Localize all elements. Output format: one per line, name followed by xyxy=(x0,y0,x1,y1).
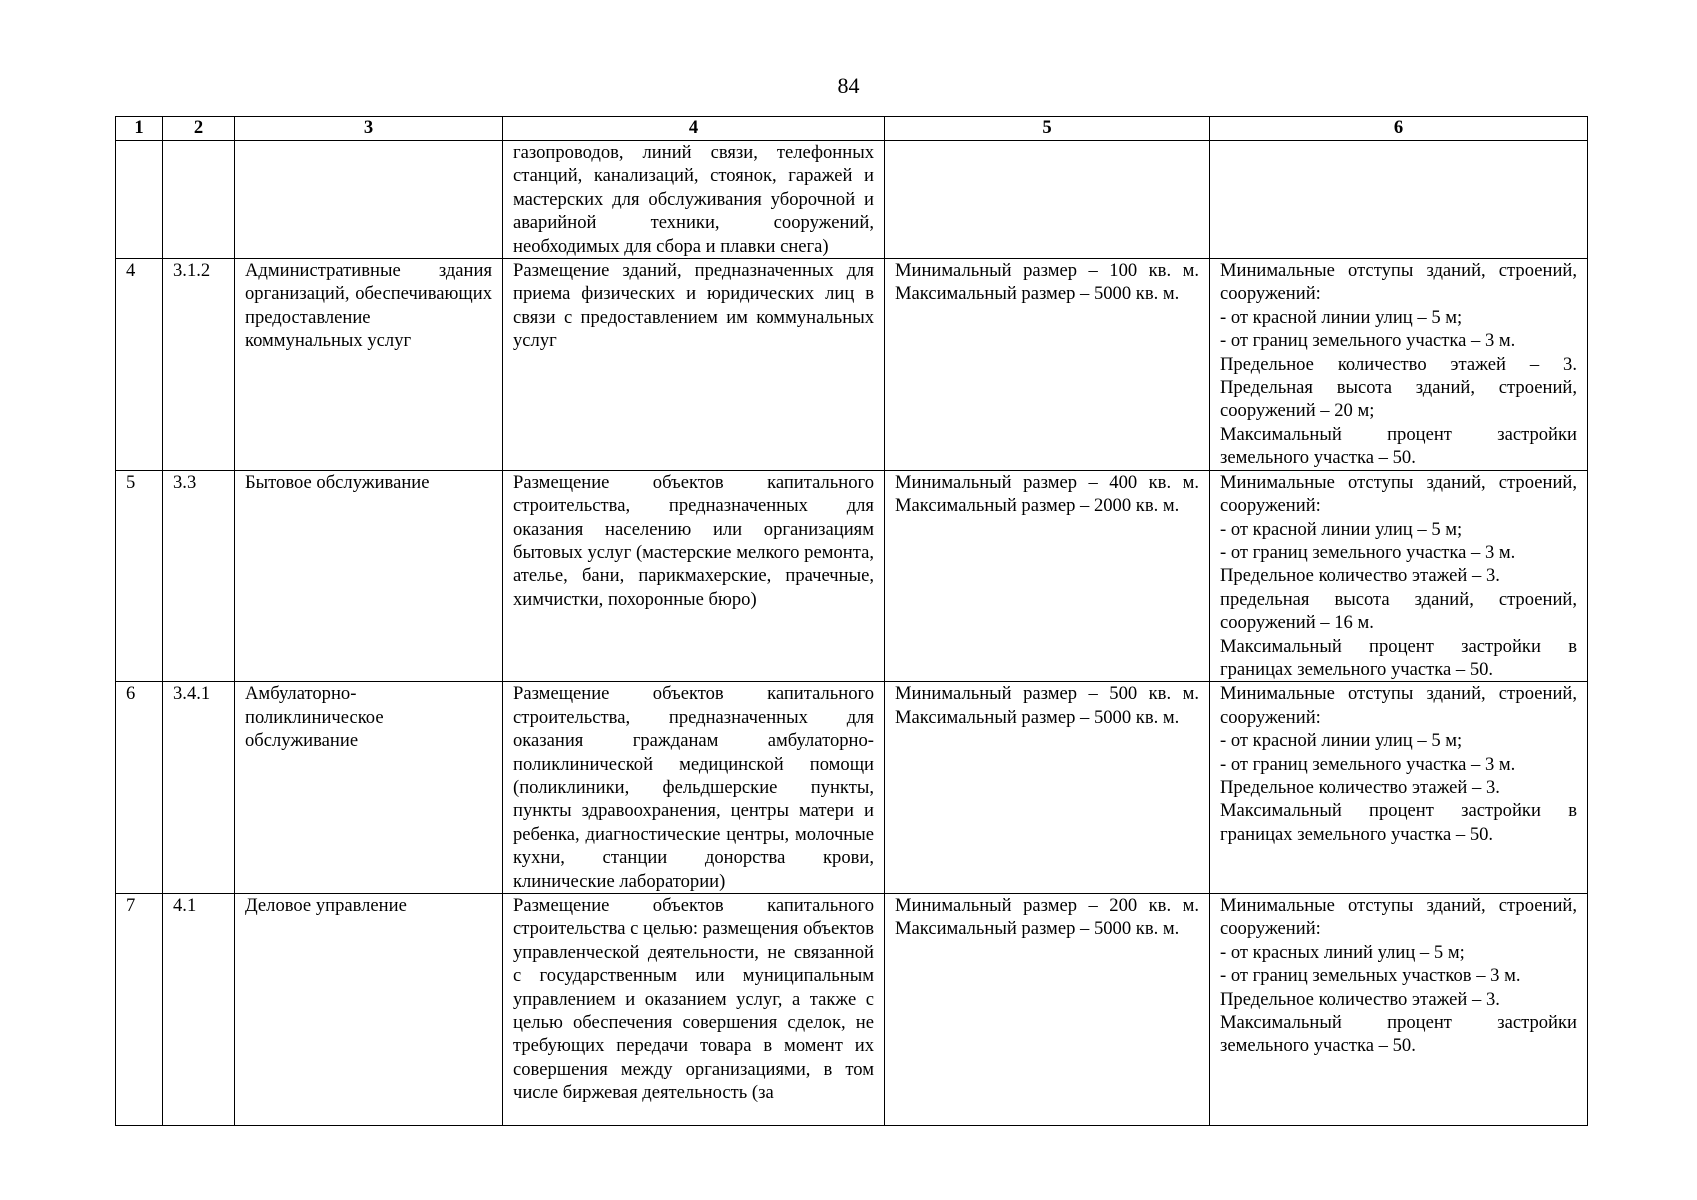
row-name-cell: Деловое управление xyxy=(235,894,503,1126)
row-number-cell: 4 xyxy=(116,259,163,471)
row-description-cell: Размещение объектов капитального строительства, предназначенных для оказания населению или организациям бытовых услуг (мастерские мелкого ремонта, ателье, бани, парикмахерские, прачечные, химчистки, похоронные бюро) xyxy=(503,470,885,682)
row-code-cell: 3.3 xyxy=(163,470,235,682)
row-number-cell: 7 xyxy=(116,894,163,1126)
row-code-cell: 3.1.2 xyxy=(163,259,235,471)
row-code-cell: 3.4.1 xyxy=(163,682,235,894)
column-header: 2 xyxy=(163,117,235,141)
row-description-cell: Размещение объектов капитального строительства, предназначенных для оказания гражданам амбулаторно-поликлинической медицинской помощи (поликлиники, фельдшерские пункты, пункты здравоохранения, центры матери и ребенка, диагностические центры, молочные кухни, станции донорства крови, клинические лаборатории) xyxy=(503,682,885,894)
row-code-cell: 4.1 xyxy=(163,894,235,1126)
row-sizes-cell: Минимальный размер – 500 кв. м. Максимальный размер – 5000 кв. м. xyxy=(885,682,1210,894)
table-row xyxy=(116,470,1588,682)
row-sizes-cell: Минимальный размер – 100 кв. м. Максимальный размер – 5000 кв. м. xyxy=(885,259,1210,471)
table-row xyxy=(116,141,1588,259)
row-params-cell: Минимальные отступы зданий, строений, сооружений: - от красной линии улиц – 5 м; - от границ земельного участка – 3 м. Предельное количество этажей – 3. Предельная высота зданий, строений, сооружений – 20 м; Максимальный процент застройки земельного участка – 50. xyxy=(1210,259,1588,471)
table-row xyxy=(116,259,1588,471)
table-row xyxy=(116,894,1588,1126)
row-sizes-cell xyxy=(885,141,1210,259)
row-name-cell: Амбулаторно-поликлиническое обслуживание xyxy=(235,682,503,894)
column-header: 4 xyxy=(503,117,885,141)
column-header: 6 xyxy=(1210,117,1588,141)
row-description-cell: Размещение объектов капитального строительства с целью: размещения объектов управленческой деятельности, не связанной с государственным или муниципальным управлением и оказанием услуг, а также с целью обеспечения совершения сделок, не требующих передачи товара в момент их совершения между организациями, в том числе биржевая деятельность (за xyxy=(503,894,885,1126)
column-header: 3 xyxy=(235,117,503,141)
row-name-cell: Бытовое обслуживание xyxy=(235,470,503,682)
column-header: 5 xyxy=(885,117,1210,141)
table-header-row xyxy=(116,117,1588,141)
row-number-cell: 6 xyxy=(116,682,163,894)
land-use-table xyxy=(115,116,1588,1126)
row-params-cell: Минимальные отступы зданий, строений, сооружений: - от красных линий улиц – 5 м; - от границ земельных участков – 3 м. Предельное количество этажей – 3. Максимальный процент застройки земельного участка – 50. xyxy=(1210,894,1588,1126)
row-params-cell xyxy=(1210,141,1588,259)
column-header: 1 xyxy=(116,117,163,141)
row-params-cell: Минимальные отступы зданий, строений, сооружений: - от красной линии улиц – 5 м; - от границ земельного участка – 3 м. Предельное количество этажей – 3. Максимальный процент застройки в границах земельного участка – 50. xyxy=(1210,682,1588,894)
row-code-cell xyxy=(163,141,235,259)
row-params-cell: Минимальные отступы зданий, строений, сооружений: - от красной линии улиц – 5 м; - от границ земельного участка – 3 м. Предельное количество этажей – 3. предельная высота зданий, строений, сооружений – 16 м. Максимальный процент застройки в границах земельного участка – 50. xyxy=(1210,470,1588,682)
table-row xyxy=(116,682,1588,894)
row-description-cell: газопроводов, линий связи, телефонных станций, канализаций, стоянок, гаражей и мастерских для обслуживания уборочной и аварийной техники, сооружений, необходимых для сбора и плавки снега) xyxy=(503,141,885,259)
row-number-cell: 5 xyxy=(116,470,163,682)
row-number-cell xyxy=(116,141,163,259)
page-number: 84 xyxy=(837,73,860,98)
row-sizes-cell: Минимальный размер – 200 кв. м. Максимальный размер – 5000 кв. м. xyxy=(885,894,1210,1126)
row-name-cell xyxy=(235,141,503,259)
row-sizes-cell: Минимальный размер – 400 кв. м. Максимальный размер – 2000 кв. м. xyxy=(885,470,1210,682)
row-name-cell: Административные здания организаций, обеспечивающих предоставление коммунальных услуг xyxy=(235,259,503,471)
row-description-cell: Размещение зданий, предназначенных для приема физических и юридических лиц в связи с предоставлением им коммунальных услуг xyxy=(503,259,885,471)
